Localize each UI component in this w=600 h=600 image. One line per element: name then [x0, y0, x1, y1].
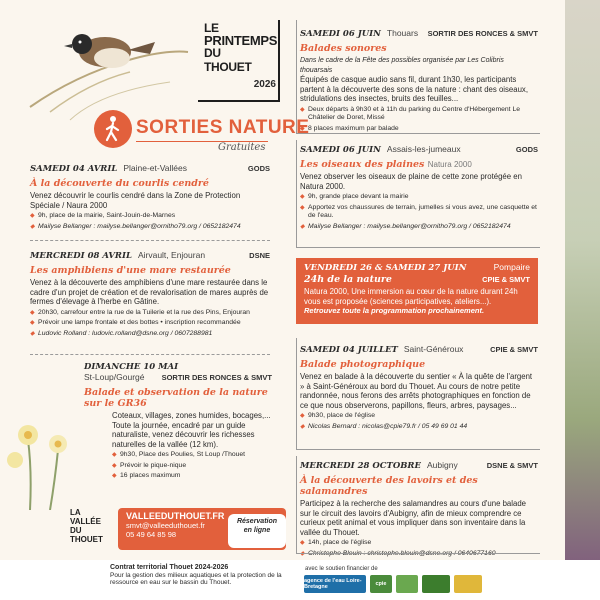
event-title: Balade photographique [300, 359, 426, 370]
event-title: À la découverte des lavoirs et des salamandres [300, 475, 478, 497]
contrat-territorial [110, 564, 300, 587]
event-date: SAMEDI 04 AVRIL [30, 164, 118, 174]
event-contact: ◆ Mailyse Bellanger : mailyse.bellanger@ornitho79.org / 0652182474 [30, 223, 270, 232]
event-location: Thouars [386, 28, 419, 38]
event-capacity: ◆ 16 places maximum [112, 472, 272, 481]
event-meeting-point: ◆ Deux départs à 9h30 et à 11h du parking du Centre d'Hébergement Le Châtelier de Doret, Missé [300, 106, 538, 123]
divider [30, 354, 270, 355]
event-location: Pompaire [493, 262, 530, 272]
vallee-line: LA [70, 508, 81, 517]
event-courlis [30, 163, 270, 231]
foxglove-illustration [565, 0, 600, 600]
event-body: Participez à la recherche des salamandres au cours d'une balade sur le circuit des lavoirs d'Aubigny, afin de mieux comprendre ce curieux petit animal et vous impliquer dans son inventaire dans la vallée du Thouet. [300, 499, 526, 537]
frame [296, 140, 540, 248]
event-title: Balade et observation de la nature sur le GR36 [84, 387, 268, 409]
event-24h-nature [296, 258, 538, 324]
event-equipment: ◆ Apportez vos chaussures de terrain, jumelles si vous avez, une casquette et de l'eau. [300, 204, 538, 221]
event-organizer: GODS [247, 164, 270, 173]
event-contact: ◆ Ludovic Rolland : ludovic.rolland@dsne.org / 0607288981 [30, 330, 270, 339]
event-body: Équipés de casque audio sans fil, durant 1h30, les participants partent à la découverte des sons de la nature : chant des oiseaux, stridulations des insectes, bruits des feuilles... [300, 75, 528, 103]
event-tag: Natura 2000 [427, 160, 472, 169]
event-contact: ◆ Nicolas Bernard : nicolas@cpie79.fr / 05 49 69 01 44 [300, 423, 538, 432]
event-location: Aubigny [426, 460, 458, 470]
event-date: MERCREDI 28 OCTOBRE [300, 461, 421, 471]
website-link[interactable]: VALLEEDUTHOUET.FR [126, 511, 225, 521]
event-gr36 [84, 362, 272, 481]
event-organizer: GODS [515, 145, 538, 154]
event-date: MERCREDI 08 AVRIL [30, 251, 132, 261]
daffodil-illustration [0, 380, 90, 510]
partner-logo [396, 575, 418, 593]
event-organizer: DSNE & SMVT [486, 461, 538, 470]
event-title: Les amphibiens d'une mare restaurée [30, 265, 231, 276]
event-location: Plaine-et-Vallées [123, 163, 187, 173]
vallee-line: DU [70, 526, 82, 535]
event-meeting-point: ◆ 20h30, carrefour entre la rue de la Tuilerie et la rue des Pins, Enjouran [30, 309, 270, 318]
logo-line-2: PRINTEMPS [204, 33, 278, 48]
contrat-body: Pour la gestion des milieux aquatiques et la protection de la ressource en eau sur le bassin du Thouet. [110, 571, 282, 586]
event-location: Airvault, Enjouran [137, 250, 206, 260]
reservation-button[interactable]: Réservation en ligne [228, 514, 286, 548]
event-capacity: ◆ 8 places maximum par balade [300, 125, 538, 134]
event-organizer: DSNE [249, 251, 270, 260]
event-title: Les oiseaux des plaines [300, 159, 425, 170]
walker-icon [94, 110, 132, 148]
event-meeting-point: ◆ 9h, grande place devant la mairie [300, 193, 538, 202]
agence-eau-logo: agence de l'eau Loire-Bretagne [304, 575, 366, 593]
event-organizer: SORTIR DES RONCES & SMVT [427, 29, 538, 38]
event-body: Natura 2000, Une immersion au cœur de la nature durant 24h vous est proposée (sciences participatives, ateliers...). [304, 287, 518, 306]
page-subtitle: Gratuites [218, 142, 266, 153]
event-body: Venez découvrir le courlis cendré dans la Zone de Protection Spéciale / Naura 2000 [30, 191, 241, 210]
contrat-title: Contrat territorial Thouet 2024-2026 [110, 564, 229, 571]
frame [296, 20, 540, 134]
logo-line-3: DU [204, 46, 221, 60]
event-meeting-point: ◆ 9h30, Place des Poulies, St Loup /Thouet [112, 451, 272, 460]
event-body: Venez en balade à la découverte du sentier « À la quête de l'argent » à Saint-Généroux au bord du Thouet. Au cours de notre petite randonnée, nous ferons des arrêts photographiques en fonction de ce que nous observerons, papillons, fleurs, arbres, paysages... [300, 372, 533, 410]
footer-bar [0, 560, 600, 600]
partner-logo [422, 575, 450, 593]
event-amphibiens [30, 250, 270, 338]
partner-logos [304, 575, 482, 593]
event-meeting-point: ◆ 14h, place de l'église [300, 539, 538, 548]
event-date: DIMANCHE 10 MAI [84, 362, 179, 372]
event-body: Coteaux, villages, zones humides, bocages,... Toute la journée, encadré par un guide naturaliste, venez découvrir les richesses naturelles de la vallée (12 km). [112, 411, 271, 449]
soutien-label: avec le soutien financier de [305, 566, 378, 572]
event-context: Dans le cadre de la Fête des possibles organisée par Les Colibris thouarsais [300, 57, 504, 74]
event-contact: ◆ Christophe Blouin : christophe.blouin@dsne.org / 0640677160 [300, 550, 538, 559]
event-location: St-Loup/Gourgé [84, 372, 145, 382]
event-date: VENDREDI 26 & SAMEDI 27 JUIN [304, 263, 467, 273]
event-location: Assais-les-jumeaux [386, 144, 461, 154]
divider [30, 240, 270, 241]
frame [296, 338, 540, 450]
cpie-logo: cpie [370, 575, 392, 593]
event-date: SAMEDI 06 JUIN [300, 29, 381, 39]
vallee-line: THOUET [70, 535, 103, 544]
bird-illustration [20, 12, 190, 122]
page-title: SORTIES NATURE [136, 117, 310, 138]
event-organizer: SORTIR DES RONCES & SMVT [161, 373, 272, 382]
event-more: Retrouvez toute la programmation prochainement. [304, 306, 485, 315]
printemps-du-thouet-logo [198, 20, 280, 102]
event-date: SAMEDI 06 JUIN [300, 145, 381, 155]
event-body: Venez à la découverte des amphibiens d'une mare restaurée dans le cadre d'un projet de création et de revalorisation de mares auprès de fermes d'élevage à l'herbe en Gâtine. [30, 278, 269, 306]
event-equipment: ◆ Prévoir le pique-nique [112, 462, 272, 471]
email-link[interactable]: smvt@valleeduthouet.fr [126, 521, 205, 530]
event-title: Balades sonores [300, 43, 387, 54]
logo-year: 2026 [253, 79, 276, 90]
event-body: Venez observer les oiseaux de plaine de cette zone protégée en Natura 2000. [300, 172, 522, 191]
event-organizer: CPIE & SMVT [490, 345, 538, 354]
partner-logo [454, 575, 482, 593]
event-title: À la découverte du courlis cendré [30, 178, 209, 189]
event-meeting-point: ◆ 9h, place de la mairie, Saint-Jouin-de-Marnes [30, 212, 270, 221]
phone-number: 05 49 64 85 98 [126, 530, 177, 539]
frame [296, 456, 540, 554]
event-location: Saint-Généroux [403, 344, 464, 354]
vallee-line: VALLÉE [70, 517, 101, 526]
event-organizer: CPIE & SMVT [482, 275, 530, 284]
event-contact: ◆ Mailyse Bellanger : mailyse.bellanger@ornitho79.org / 0652182474 [300, 223, 538, 232]
logo-line-1: LE [204, 21, 219, 35]
logo-line-4: THOUET [204, 60, 252, 74]
event-equipment: ◆ Prévoir une lampe frontale et des bottes • inscription recommandée [30, 319, 270, 328]
vallee-du-thouet-logo [70, 508, 112, 550]
event-meeting-point: ◆ 9h30, place de l'église [300, 412, 538, 421]
event-title: 24h de la nature [304, 274, 392, 285]
event-date: SAMEDI 04 JUILLET [300, 345, 398, 355]
